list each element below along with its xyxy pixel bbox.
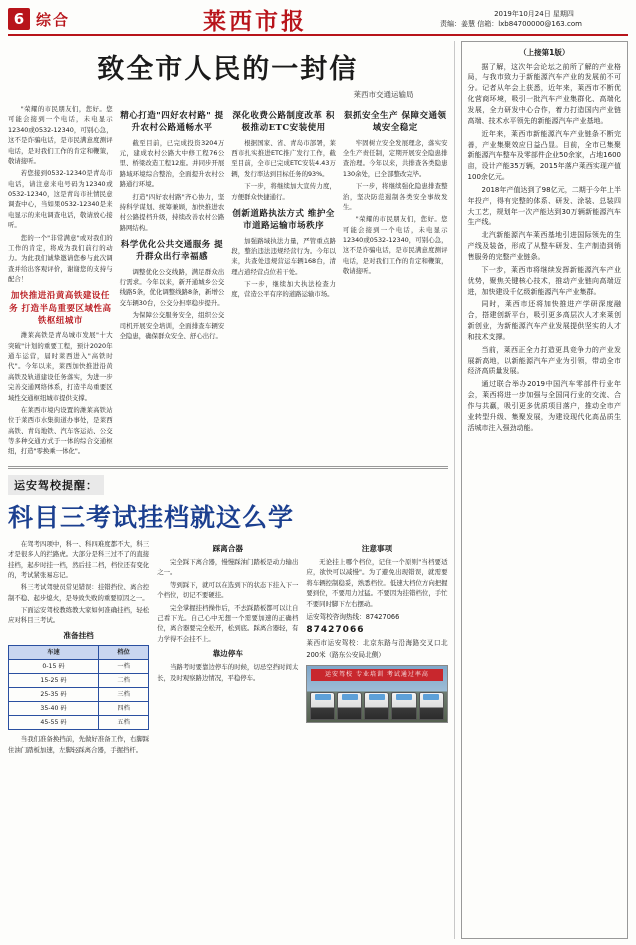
feature-kicker: 运安驾校提醒： [8, 475, 104, 495]
paragraph: 在莱西市境内设置的潍莱高铁站位于莱西市水集街道办事处，是莱西高铁、青岛地铁、汽车客运站、公交等多种交通方式于一体的综合交通枢纽，打造"零换乘一体化"。 [8, 405, 113, 456]
feature-title: 科目三考试挂档就这么学 [8, 502, 295, 532]
paragraph: 北汽新能源汽车莱西基地引进国际领先的生产线及装备，形成了从整车研发、生产制造到销售服务的完整产业链条。 [467, 231, 621, 261]
hotline-number: 87427066 [306, 625, 365, 636]
paragraph: 下一步，莱西市将继续发挥新能源汽车产业优势，聚焦关键核心技术，推动产业链向高端迈进，加快建设千亿级新能源汽车产业集群。 [467, 265, 621, 296]
paragraph: 当我们准备换挡前，先做好准备工作，右脚踩住油门踏板加速，左脚轻踩离合器，手握挡杆。 [8, 735, 150, 754]
table-row [9, 674, 149, 688]
paragraph: 下一步，继续加大执法检查力度，营造公平有序的道路运输市场。 [231, 280, 336, 299]
masthead [8, 6, 628, 36]
paragraph: 打造"四好农村路"齐心协力，坚持科学谋划、统筹兼顾，加快推进农村公路提档升级，持续改善农村公路路网结构。 [119, 192, 225, 232]
feature-article [8, 474, 448, 757]
driving-school-photo [306, 665, 447, 723]
lead-column-4 [343, 104, 448, 459]
paragraph: 无论挂上哪个档位，记住一个原则"当档要适应，欲快可以减慢"。为了避免出现错误，就需要将车辆控制稳妥，熟悉档位。低速大档位方向把握要到位，不要用力过猛。不要因为挂错档位，手忙不要同时脚下左右摆动。 [306, 558, 448, 608]
table-cell: 25-35 码 [9, 688, 99, 702]
subheading: 注意事项 [361, 543, 393, 553]
paragraph: 当前，莱西正全力打造更具竞争力的产业发展新高地，以新能源汽车产业为引领，带动全市经济高质量发展。 [467, 345, 621, 376]
subheading: 靠边停车 [212, 649, 243, 659]
paragraph: "荣耀的市民朋友们，您好。您可能会接到一个电话，未电显示12340或0532-12340，可别心急，这不是诈骗电话，是市民满意度测评电话，是对我们工作的肯定和鞭策，敬请接听。 [342, 215, 448, 276]
subheading: 精心打造"四好农村路" 提升农村公路通畅水平 [120, 111, 224, 134]
paragraph: 下一步，将继续加大宣传力度，方便群众快捷通行。 [231, 182, 336, 201]
table-cell: 三档 [98, 688, 148, 702]
paragraph: 通过联合举办2019中国汽车零部件行业年会，莱西将进一步加强与全国同行业的交流、合作与共赢，吸引更多优质项目落户，推动全市产业转型升级、集聚发展，为建设现代化高品质生活城市注入强劲动能。 [467, 380, 621, 432]
subheading: 加快推进沿黄高铁建设任务 打造半岛重要区域性高铁枢纽城市 [9, 291, 112, 326]
table-cell: 35-40 码 [9, 702, 99, 716]
paragraph: 据了解，这次年会论坛之前所了解的产业格局，与我市致力于新能源汽车产业的发展前不可分。记者从年会上获悉，近年来，莱西市不断优化营商环境，吸引一批汽车产业集群化、高端化发展，全力研发中心合作，着力打造国内产业链高端、技术水平领先的新能源汽车产业基地。 [467, 62, 621, 125]
table-row [9, 688, 149, 702]
continuation-marker: （上接第1版） [519, 48, 570, 57]
table-cell: 0-15 码 [9, 660, 99, 674]
gear-speed-table [8, 645, 149, 730]
page-number-badge: 6 [8, 8, 30, 30]
editor-contact: 责编：姜慧 信箱：lxb84700000@163.com [440, 20, 582, 28]
sidebar-article [455, 41, 628, 939]
paragraph: 截至目前，已完成投资3204万元，建成农村公路大中修工程76公里、桥梁改造工程12座。并同步开展路域环境综合整治，全面提升农村公路通行环境。 [119, 138, 225, 189]
paragraph: 您的一个"非常满意"或对我们的工作的肯定，将成为我们前行的动力。为此我们诚挚邀请您参与此次调查并给出客观评价，谢谢您的支持与配合！ [8, 233, 113, 283]
paragraph: 潍莱高铁是青岛城市发展"十大突破"计划的重要工程，预计2020年通车运营，届时莱西进入"高铁时代"。今年以来，莱西加快推进沿黄高铁及轨道建设任务落实，为进一步完善交通网络体系，打造半岛重要区域性交通枢纽城市提供支撑。 [8, 331, 113, 402]
section-name: 综合 [36, 10, 71, 29]
car-icon [310, 692, 335, 720]
paragraph: 当路考时要靠边停车的时候，切忌空挡时间太长，及时观察路边情况，平稳停车。 [157, 663, 299, 682]
lead-column-1 [8, 104, 113, 459]
table-cell: 15-25 码 [9, 674, 99, 688]
photo-banner-text: 运安驾校 专业培训 考试通过率高 [311, 669, 442, 681]
paragraph: 下一步，将继续强化隐患排查整治，坚决防范遏制各类安全事故发生。 [342, 182, 448, 211]
paragraph: 根据国家、省、青岛市部署，莱西市扎实推进ETC推广发行工作，截至目前，全市已完成ETC安装4.43万辆，发行率达到目标任务的93%。 [231, 138, 336, 178]
car-icon [419, 692, 444, 720]
paragraph: 科三考试驾驶员常见错误：挂错挡位、离合控制不稳、起步熄火，是导致失败的重要原因之一。 [8, 583, 150, 602]
subheading: 创新道路执法方式 维护全市道路运输市场秩序 [232, 208, 335, 232]
main-content [8, 41, 455, 939]
car-icon [337, 692, 362, 720]
feature-column-1 [8, 539, 149, 757]
paragraph: 等到踩下，就可以在选到下的状态下挂入下一个档位，切记不要硬挂。 [157, 580, 299, 600]
feature-columns [8, 539, 448, 757]
car-icon [364, 692, 389, 720]
table-header: 档位 [98, 646, 148, 660]
paragraph: 加强路域执法力量，严管重点路段，整治违法违规经营行为。今年以来，共查处违规营运车辆168台，清理占道经营点位若干处。 [231, 236, 336, 276]
lead-column-3 [231, 104, 336, 459]
paragraph: 完全踩下离合器，慢慢踩油门踏板是动力输出之一。 [157, 558, 299, 577]
hotline-label: 运安驾校咨询热线：87427066 [306, 612, 400, 621]
paragraph: 近年来，莱西市新能源汽车产业链条不断完善，产业集聚效应日益凸显。目前，全市已集聚新能源汽车整车及零部件企业50余家，占地1600亩，设计产能35万辆，2015年落户莱西实现产值100余亿元。 [467, 129, 621, 182]
feature-column-3 [306, 539, 447, 757]
paragraph: 完全掌握挂档操作后，不去踩踏板都可以让自己看下光。自己心中无想一个需要加速的正确档位，离合器要完全松开，松到底。踩离合器轻，有力学得不会挂不上。 [157, 603, 299, 643]
paper-title: 莱西市报 [203, 7, 307, 35]
address-line: 莱西市运安驾校：北京东路与沿海路交叉口北200米（路东公安局北侧） [306, 639, 448, 659]
table-header: 车速 [9, 646, 99, 660]
issue-date: 2019年10月24日 星期四 [494, 9, 574, 18]
subheading: 深化收费公路制度改革 积极推动ETC安装使用 [232, 111, 335, 134]
table-row [9, 702, 149, 716]
lead-headline: 致全市人民的一封信 [97, 54, 359, 85]
subheading: 科学优化公共交通服务 提升群众出行幸福感 [120, 240, 224, 263]
table-row [9, 660, 149, 674]
table-cell: 五档 [98, 716, 148, 730]
table-cell: 一档 [98, 660, 148, 674]
table-cell: 二档 [98, 674, 148, 688]
section-divider [8, 466, 448, 469]
paragraph: 牢固树立安全发展理念，落实安全生产责任制，定期开展安全隐患排查治理。今年以来，共排查各类隐患130余处，已全部整改完毕。 [342, 138, 448, 178]
car-row [310, 692, 443, 720]
paragraph: 同时，莱西市还将加快推进产学研深度融合，搭建创新平台，吸引更多高层次人才来莱创新创业，为新能源汽车产业发展提供坚实的人才和技术支撑。 [467, 300, 621, 341]
table-cell: 45-55 码 [9, 716, 99, 730]
subheading: 踩离合器 [212, 543, 243, 553]
lead-article-columns [8, 104, 448, 459]
driving-school-contact [306, 612, 447, 661]
car-icon [391, 692, 416, 720]
paragraph: 下面运安驾校教练教大家如何准确挂档，轻松应对科目三考试。 [8, 606, 150, 625]
masthead-meta [440, 9, 628, 30]
paragraph: 调整优化公交线路，满足群众出行需求。今年以来，新开通城乡公交线路5条，优化调整线路8条，新增公交车辆30台，公交分担率稳步提升。 [119, 267, 225, 307]
subheading: 狠抓安全生产 保障交通领域安全稳定 [344, 111, 447, 134]
paragraph: 若您接到0532-12340是青岛市电话，请注意来电号码为12340或0532-12340，这是青岛市社情民意调查中心，当如果0532-12340是来电显示的来电调查电话，敬请放心接听。 [8, 169, 113, 230]
subheading: 准备挂档 [63, 630, 94, 640]
lead-column-2 [120, 104, 225, 459]
sidebar-frame [461, 41, 628, 939]
feature-column-2 [157, 539, 298, 757]
lead-byline: 莱西市交通运输局 [353, 90, 414, 99]
paragraph: 为保障公交服务安全，组织公交司机开展安全培训，全面排查车辆安全隐患，确保群众安全、舒心出行。 [119, 311, 225, 340]
paragraph: "荣耀的市民朋友们，您好。您可能会接到一个电话，未电显示12340或0532-12340，可别心急，这不是诈骗电话，是市民满意度测评电话，是对我们工作的肯定和鞭策，敬请接听。 [8, 105, 113, 165]
paragraph: 2018年产值达到了98亿元，二期于今年上半年投产，得有完整的体系、研发、涂装、总装四大工艺，规划年一次产能达到30万辆新能源汽车生产线。 [467, 185, 621, 227]
table-row [9, 716, 149, 730]
paragraph: 在驾考四项中，科一、科四难度都不大，科三才是很多人的拦路虎。大部分是科三过不了的直接挂档，起步时挂一档，然后挂二档，档位还有变化的，考试紧张易忘记。 [8, 539, 150, 579]
table-cell: 四档 [98, 702, 148, 716]
